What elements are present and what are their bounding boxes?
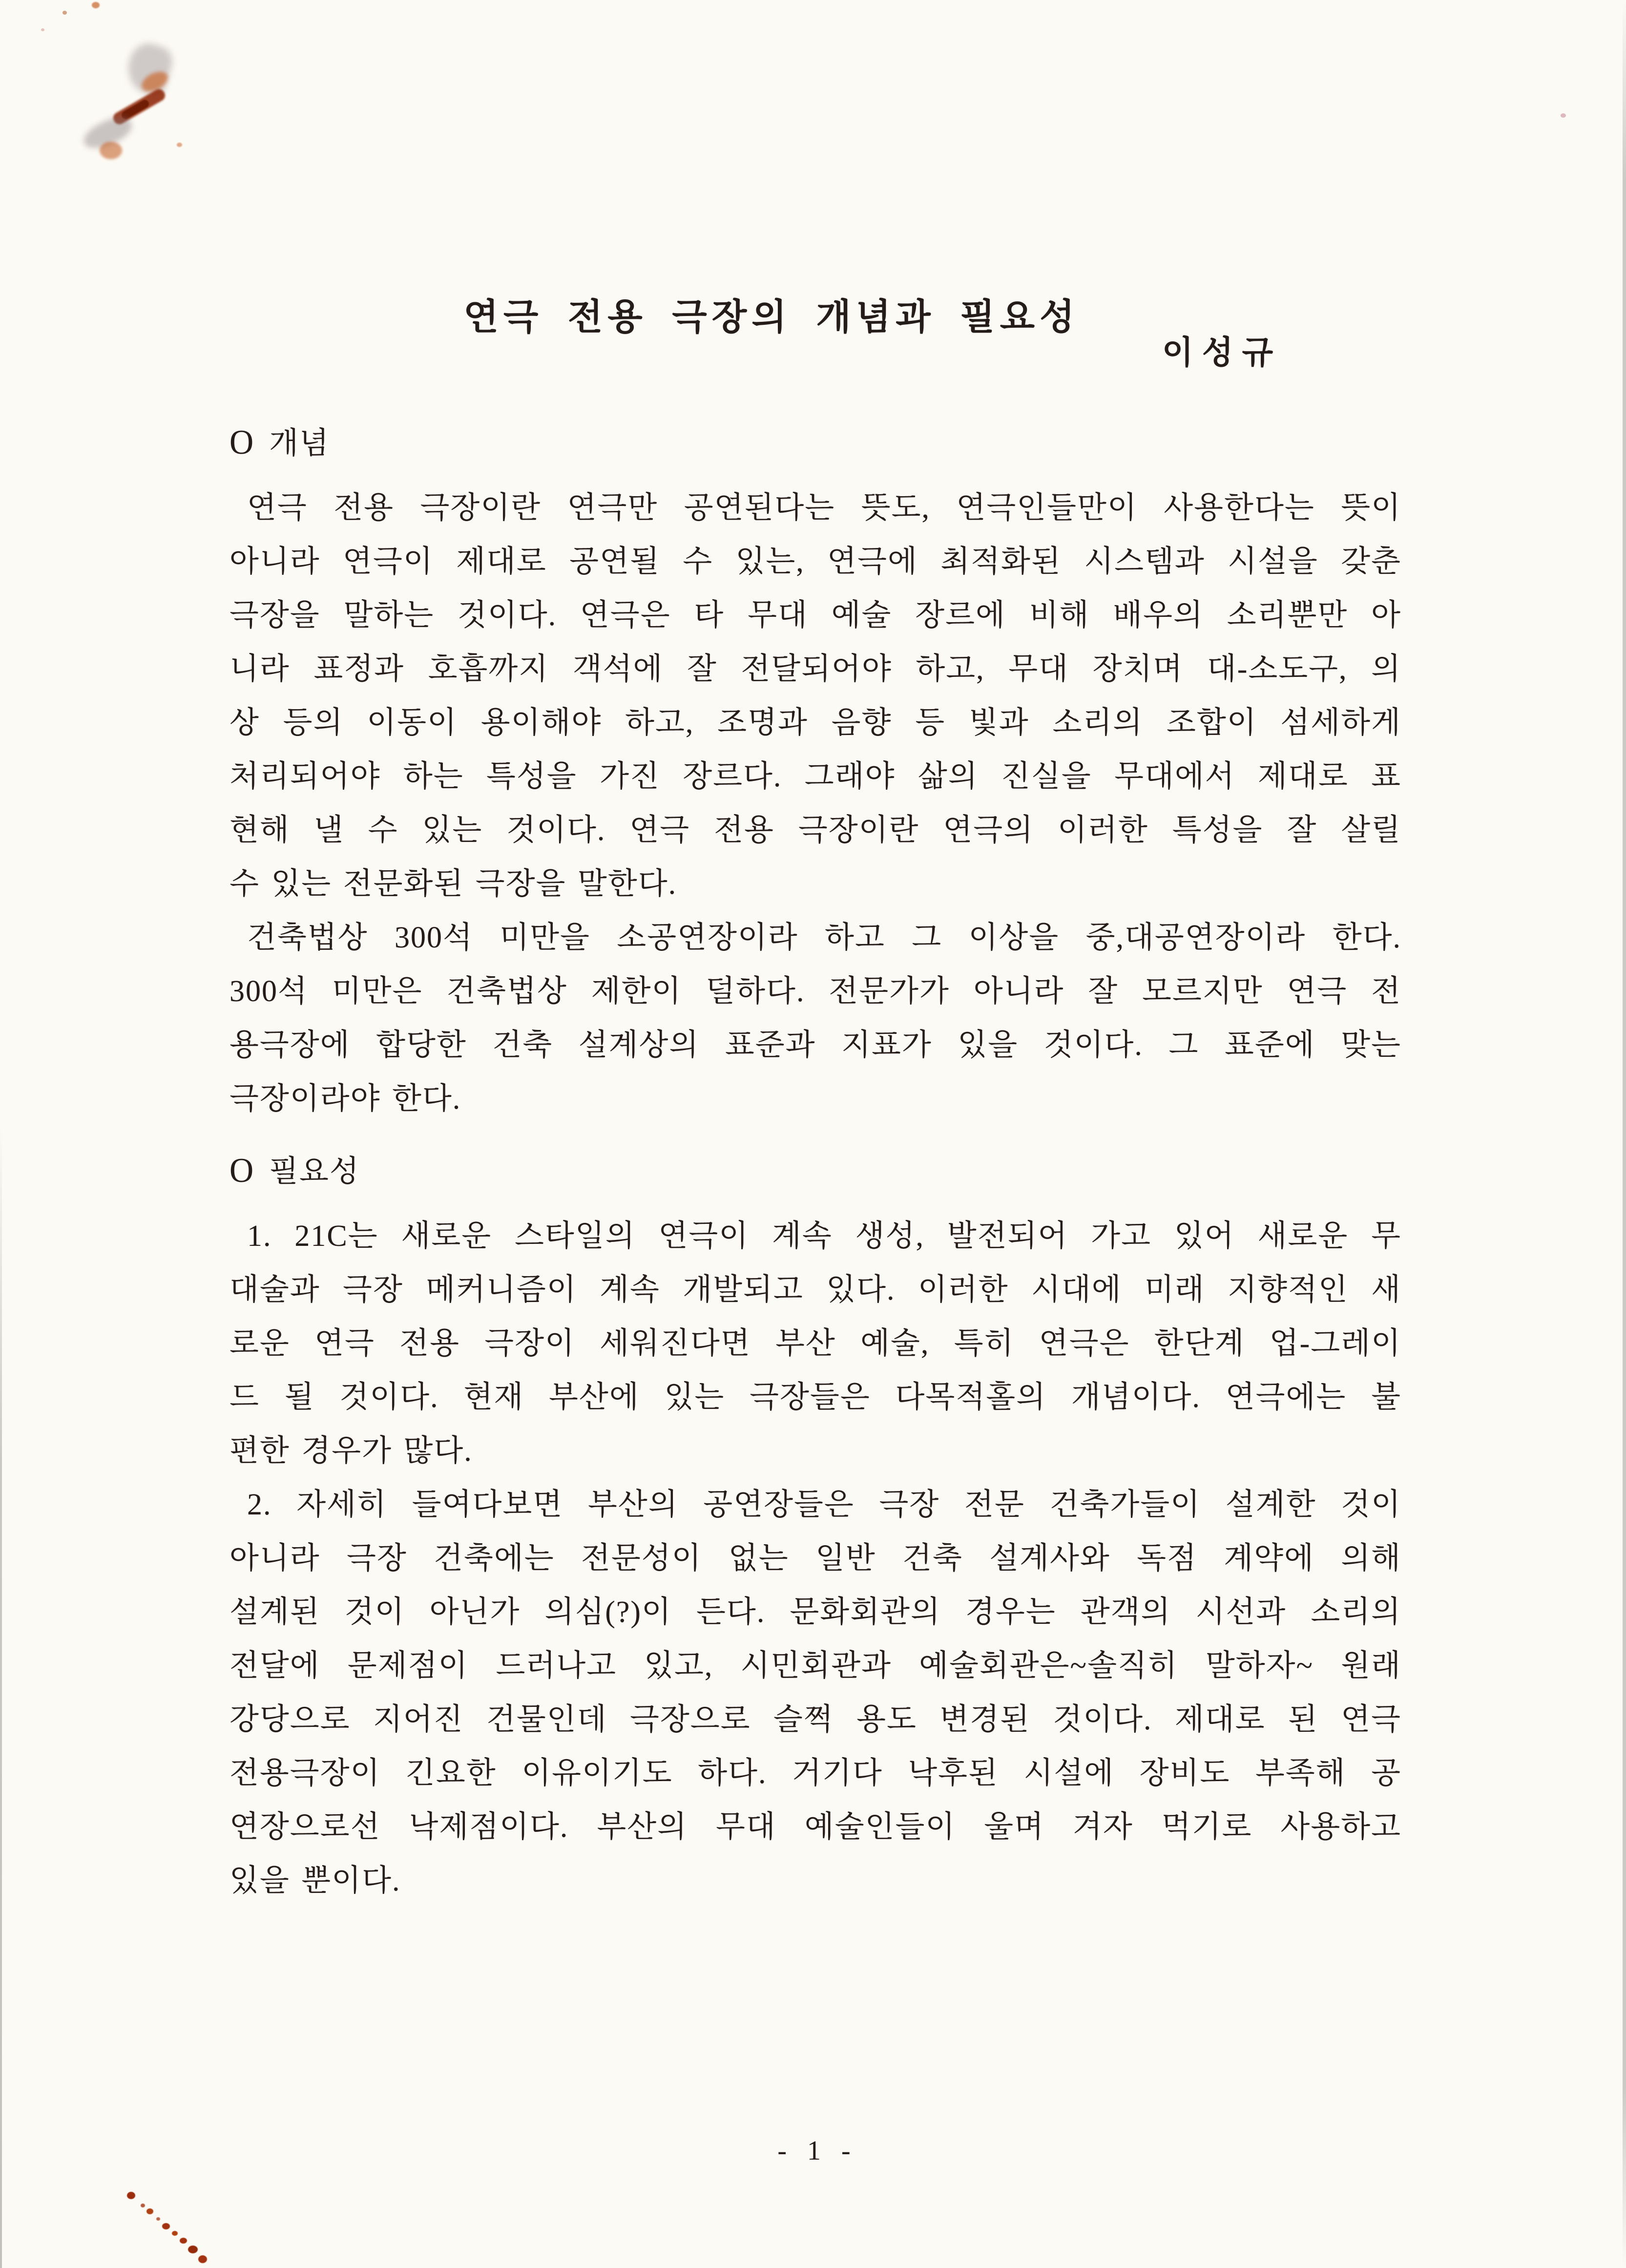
ink-stain-top-left bbox=[0, 0, 225, 186]
stain-blob bbox=[100, 142, 122, 159]
text-line: 강당으로 지어진 건물인데 극장으로 슬쩍 용도 변경된 것이다. 제대로 된 연극 bbox=[229, 1703, 1401, 1736]
scan-edge-left bbox=[0, 1123, 2, 2268]
stain-dot bbox=[198, 2255, 207, 2263]
text-line: 니라 표정과 호흡까지 객석에 잘 전달되어야 하고, 무대 장치며 대-소도구, 의 bbox=[229, 652, 1401, 686]
text-line: 1. 21C는 새로운 스타일의 연극이 계속 생성, 발전되어 가고 있어 새로운 무 bbox=[247, 1219, 1401, 1253]
stain-dot bbox=[127, 2192, 135, 2199]
stain-dot bbox=[141, 2204, 145, 2207]
stain-dot bbox=[41, 28, 44, 31]
text-line: 현해 낼 수 있는 것이다. 연극 전용 극장이란 연극의 이러한 특성을 잘 살릴 bbox=[229, 814, 1401, 847]
stain-dot bbox=[180, 2238, 187, 2244]
text-line: 상 등의 이동이 용이해야 하고, 조명과 음향 등 빛과 소리의 조합이 섬세하게 bbox=[229, 706, 1401, 739]
stain-dot bbox=[92, 2, 100, 8]
text-line: 처리되어야 하는 특성을 가진 장르다. 그래야 삶의 진실을 무대에서 제대로 표 bbox=[229, 760, 1401, 793]
stain-dot bbox=[172, 2231, 178, 2236]
document-body bbox=[229, 415, 1401, 1908]
paragraph bbox=[229, 1209, 1401, 1478]
scan-edge-right bbox=[1623, 0, 1626, 2268]
stain-dot bbox=[188, 2246, 198, 2253]
text-line: 전달에 문제점이 드러나고 있고, 시민회관과 예술회관은~솔직히 말하자~ 원래 bbox=[229, 1649, 1401, 1682]
stain-dot bbox=[156, 2217, 160, 2221]
page-number: - 1 - bbox=[777, 2136, 854, 2166]
section-necessity bbox=[229, 1143, 1401, 1908]
section-bullet-marker: O bbox=[229, 422, 255, 462]
section-heading-label: 필요성 bbox=[269, 1155, 360, 1188]
text-line: 수 있는 전문화된 극장을 말한다. bbox=[229, 867, 677, 901]
paragraph bbox=[229, 1478, 1401, 1908]
text-line: 연장으로선 낙제점이다. 부산의 무대 예술인들이 울며 겨자 먹기로 사용하고 bbox=[229, 1810, 1401, 1844]
text-line: 300석 미만은 건축법상 제한이 덜하다. 전문가가 아니라 잘 모르지만 연극 전 bbox=[229, 975, 1401, 1008]
text-line: 극장을 말하는 것이다. 연극은 타 무대 예술 장르에 비해 배우의 소리뿐만 아 bbox=[229, 599, 1401, 632]
text-line: 설계된 것이 아닌가 의심(?)이 든다. 문화회관의 경우는 관객의 시선과 소리의 bbox=[229, 1596, 1401, 1629]
author-name: 이성규 bbox=[1162, 335, 1282, 371]
text-line: 용극장에 합당한 건축 설계상의 표준과 지표가 있을 것이다. 그 표준에 맞는 bbox=[229, 1029, 1401, 1062]
paragraph bbox=[229, 481, 1401, 911]
text-line: 아니라 극장 건축에는 전문성이 없는 일반 건축 설계사와 독점 계약에 의해 bbox=[229, 1542, 1401, 1575]
section-bullet-marker: O bbox=[229, 1151, 255, 1190]
text-line: 있을 뿐이다. bbox=[229, 1864, 401, 1897]
section-concept bbox=[229, 415, 1401, 1126]
text-line: 극장이라야 한다. bbox=[229, 1082, 461, 1115]
section-heading bbox=[229, 1143, 1401, 1198]
stain-dot bbox=[177, 143, 182, 147]
paragraph bbox=[229, 911, 1401, 1126]
text-line: 전용극장이 긴요한 이유이기도 하다. 거기다 낙후된 시설에 장비도 부족해 공 bbox=[229, 1757, 1401, 1790]
text-line: 연극 전용 극장이란 연극만 공연된다는 뜻도, 연극인들만이 사용한다는 뜻이 bbox=[247, 491, 1401, 525]
text-line: 아니라 연극이 제대로 공연될 수 있는, 연극에 최적화된 시스템과 시설을 갖춘 bbox=[229, 545, 1401, 578]
stain-dot bbox=[63, 11, 67, 15]
text-line: 로운 연극 전용 극장이 세워진다면 부산 예술, 특히 연극은 한단계 업-그레이 bbox=[229, 1327, 1401, 1360]
paper-speck bbox=[1561, 113, 1566, 118]
ink-stain-bottom-left bbox=[112, 2178, 225, 2268]
text-line: 편한 경우가 많다. bbox=[229, 1434, 473, 1468]
section-heading-label: 개념 bbox=[269, 427, 330, 460]
text-line: 건축법상 300석 미만을 소공연장이라 하고 그 이상을 중,대공연장이라 한다. bbox=[247, 921, 1401, 954]
text-line: 대술과 극장 메커니즘이 계속 개발되고 있다. 이러한 시대에 미래 지향적인 새 bbox=[229, 1273, 1401, 1306]
stain-dot bbox=[146, 2208, 153, 2214]
stain-dot bbox=[162, 2223, 170, 2229]
document-title: 연극 전용 극장의 개념과 필요성 bbox=[463, 297, 1080, 337]
text-line: 2. 자세히 들여다보면 부산의 공연장들은 극장 전문 건축가들이 설계한 것이 bbox=[247, 1488, 1401, 1521]
section-heading bbox=[229, 415, 1401, 470]
text-line: 드 될 것이다. 현재 부산에 있는 극장들은 다목적홀의 개념이다. 연극에는 불 bbox=[229, 1381, 1401, 1414]
